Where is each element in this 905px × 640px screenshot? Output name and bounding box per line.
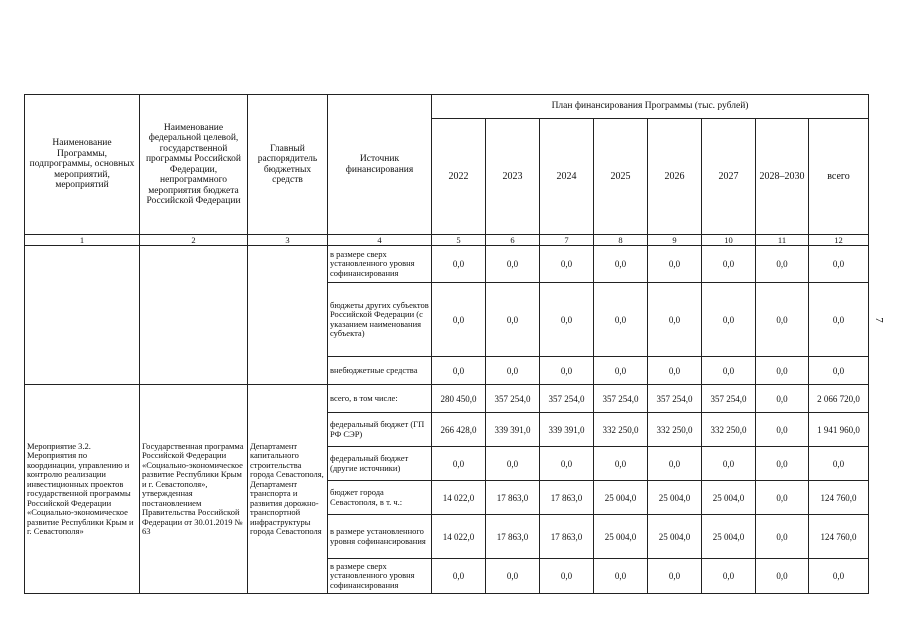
value-cell: 0,0 — [809, 559, 869, 594]
measure-name-cell — [25, 246, 140, 385]
header-year: 2025 — [594, 119, 648, 235]
value-cell: 0,0 — [540, 283, 594, 357]
value-cell: 357 254,0 — [540, 385, 594, 413]
financing-source-cell: федеральный бюджет (другие источники) — [328, 447, 432, 481]
value-cell: 0,0 — [809, 246, 869, 283]
column-number: 8 — [594, 235, 648, 246]
header-year: 2027 — [702, 119, 756, 235]
value-cell: 17 863,0 — [540, 515, 594, 559]
column-number: 1 — [25, 235, 140, 246]
value-cell: 0,0 — [702, 246, 756, 283]
value-cell: 25 004,0 — [648, 515, 702, 559]
header-year: 2026 — [648, 119, 702, 235]
value-cell: 0,0 — [432, 559, 486, 594]
column-number: 4 — [328, 235, 432, 246]
value-cell: 0,0 — [648, 246, 702, 283]
value-cell: 0,0 — [702, 357, 756, 385]
value-cell: 17 863,0 — [486, 481, 540, 515]
header-federal-program: Наименование федеральной целевой, государственной программы Российской Федерации, непрограммного мероприятия бюджета Российской Федерации — [140, 95, 248, 235]
header-budget-manager: Главный распорядитель бюджетных средств — [248, 95, 328, 235]
value-cell: 0,0 — [432, 246, 486, 283]
value-cell: 0,0 — [756, 385, 809, 413]
value-cell: 0,0 — [756, 559, 809, 594]
value-cell: 0,0 — [648, 447, 702, 481]
value-cell: 0,0 — [594, 447, 648, 481]
value-cell: 25 004,0 — [648, 481, 702, 515]
financing-source-cell: всего, в том числе: — [328, 385, 432, 413]
column-number: 5 — [432, 235, 486, 246]
value-cell: 0,0 — [809, 283, 869, 357]
financing-source-cell: в размере сверх установленного уровня софинансирования — [328, 246, 432, 283]
column-number: 7 — [540, 235, 594, 246]
value-cell: 280 450,0 — [432, 385, 486, 413]
value-cell: 357 254,0 — [648, 385, 702, 413]
value-cell: 2 066 720,0 — [809, 385, 869, 413]
financing-source-cell: в размере сверх установленного уровня софинансирования — [328, 559, 432, 594]
value-cell: 0,0 — [594, 559, 648, 594]
value-cell: 0,0 — [432, 283, 486, 357]
financing-table — [24, 94, 869, 594]
value-cell: 17 863,0 — [486, 515, 540, 559]
header-year: 2028–2030 — [756, 119, 809, 235]
value-cell: 0,0 — [756, 413, 809, 447]
value-cell: 124 760,0 — [809, 515, 869, 559]
value-cell: 0,0 — [432, 357, 486, 385]
financing-table-page — [24, 94, 868, 598]
value-cell: 0,0 — [432, 447, 486, 481]
value-cell: 332 250,0 — [594, 413, 648, 447]
table-row — [25, 385, 869, 413]
value-cell: 0,0 — [648, 357, 702, 385]
value-cell: 0,0 — [756, 447, 809, 481]
value-cell: 0,0 — [756, 357, 809, 385]
header-year: всего — [809, 119, 869, 235]
column-number: 2 — [140, 235, 248, 246]
financing-source-cell: бюджет города Севастополя, в т. ч.: — [328, 481, 432, 515]
value-cell: 0,0 — [540, 559, 594, 594]
value-cell: 0,0 — [540, 447, 594, 481]
value-cell: 0,0 — [594, 246, 648, 283]
column-number: 3 — [248, 235, 328, 246]
budget-manager-cell — [248, 246, 328, 385]
value-cell: 357 254,0 — [486, 385, 540, 413]
value-cell: 0,0 — [540, 357, 594, 385]
value-cell: 0,0 — [756, 515, 809, 559]
value-cell: 332 250,0 — [648, 413, 702, 447]
value-cell: 25 004,0 — [702, 515, 756, 559]
budget-manager-cell: Департамент капитального строительства города Севастополя, Департамент транспорта и развития дорожно-транспортной инфраструктуры города Севастополя — [248, 385, 328, 594]
value-cell: 0,0 — [486, 559, 540, 594]
table-row — [25, 246, 869, 283]
value-cell: 357 254,0 — [702, 385, 756, 413]
value-cell: 0,0 — [648, 559, 702, 594]
value-cell: 1 941 960,0 — [809, 413, 869, 447]
column-number: 12 — [809, 235, 869, 246]
header-program-name: Наименование Программы, подпрограммы, основных мероприятий, мероприятий — [25, 95, 140, 235]
value-cell: 339 391,0 — [540, 413, 594, 447]
page-number: 7 — [872, 317, 885, 323]
value-cell: 25 004,0 — [594, 515, 648, 559]
federal-program-cell — [140, 246, 248, 385]
header-year: 2023 — [486, 119, 540, 235]
column-number: 6 — [486, 235, 540, 246]
value-cell: 0,0 — [540, 246, 594, 283]
value-cell: 339 391,0 — [486, 413, 540, 447]
value-cell: 0,0 — [809, 447, 869, 481]
value-cell: 0,0 — [809, 357, 869, 385]
column-number: 10 — [702, 235, 756, 246]
header-year: 2022 — [432, 119, 486, 235]
financing-source-cell: в размере установленного уровня софинансирования — [328, 515, 432, 559]
value-cell: 266 428,0 — [432, 413, 486, 447]
column-number: 11 — [756, 235, 809, 246]
value-cell: 0,0 — [594, 357, 648, 385]
financing-source-cell: бюджеты других субъектов Российской Федерации (с указанием наименования субъекта) — [328, 283, 432, 357]
value-cell: 0,0 — [486, 447, 540, 481]
value-cell: 357 254,0 — [594, 385, 648, 413]
value-cell: 25 004,0 — [702, 481, 756, 515]
value-cell: 0,0 — [702, 447, 756, 481]
value-cell: 25 004,0 — [594, 481, 648, 515]
value-cell: 0,0 — [702, 283, 756, 357]
value-cell: 17 863,0 — [540, 481, 594, 515]
header-financing-source: Источник финансирования — [328, 95, 432, 235]
value-cell: 0,0 — [702, 559, 756, 594]
federal-program-cell: Государственная программа Российской Федерации «Социально-экономическое развитие Республики Крым и г. Севастополя», утвержденная постановлением Правительства Российской Федерации от 30.01.2019 № 63 — [140, 385, 248, 594]
value-cell: 0,0 — [756, 246, 809, 283]
value-cell: 0,0 — [756, 283, 809, 357]
financing-source-cell: внебюджетные средства — [328, 357, 432, 385]
header-year: 2024 — [540, 119, 594, 235]
value-cell: 14 022,0 — [432, 481, 486, 515]
value-cell: 0,0 — [486, 283, 540, 357]
value-cell: 0,0 — [486, 357, 540, 385]
value-cell: 0,0 — [486, 246, 540, 283]
header-financing-plan: План финансирования Программы (тыс. рублей) — [432, 95, 869, 119]
value-cell: 124 760,0 — [809, 481, 869, 515]
value-cell: 0,0 — [756, 481, 809, 515]
value-cell: 0,0 — [594, 283, 648, 357]
column-number: 9 — [648, 235, 702, 246]
value-cell: 14 022,0 — [432, 515, 486, 559]
value-cell: 332 250,0 — [702, 413, 756, 447]
measure-name-cell: Мероприятие 3.2. Мероприятия по координации, управлению и контролю реализации инвестиционных проектов государственной программы Российской Федерации «Социально-экономическое развитие Республики Крым и г. Севастополя» — [25, 385, 140, 594]
financing-source-cell: федеральный бюджет (ГП РФ СЭР) — [328, 413, 432, 447]
value-cell: 0,0 — [648, 283, 702, 357]
